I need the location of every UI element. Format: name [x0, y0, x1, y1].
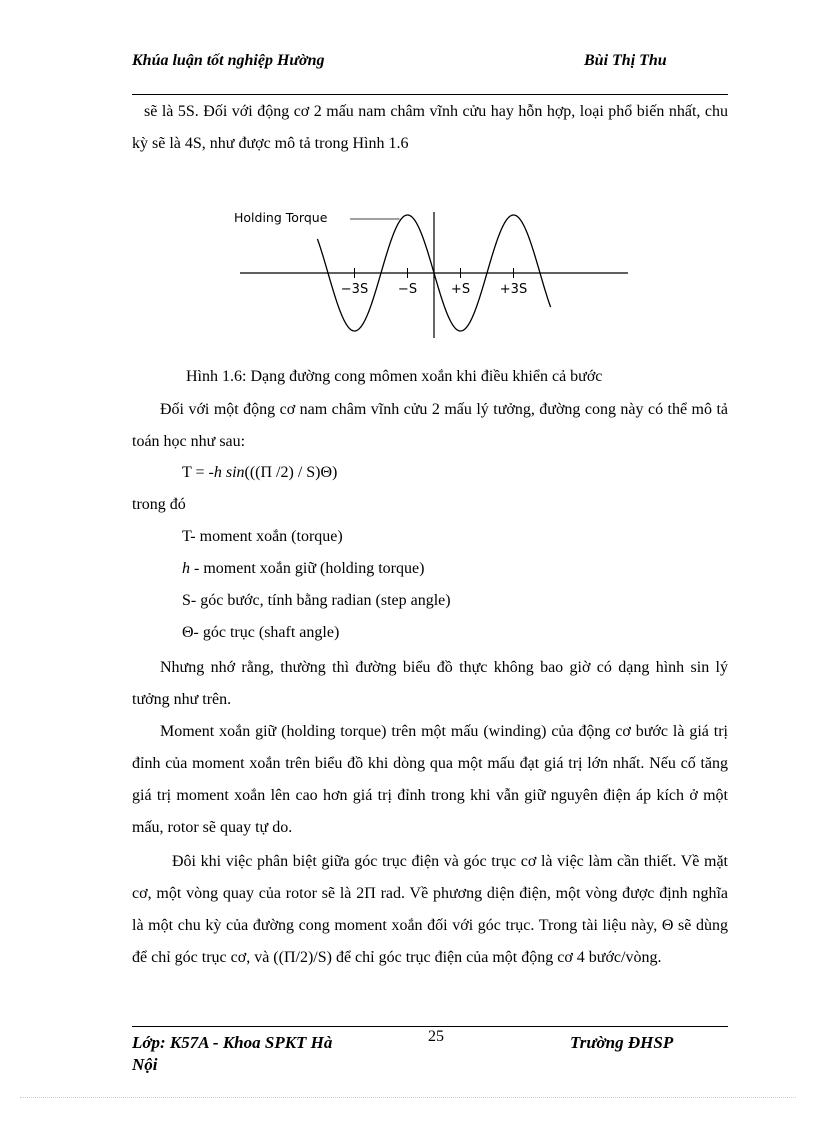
x-tick-label: −S: [397, 282, 418, 297]
header-left: Khúa luận tốt nghiệp Hường: [132, 52, 325, 69]
footer-right: Trường ĐHSP: [570, 1033, 674, 1052]
definition-t: T- moment xoắn (torque): [182, 528, 343, 545]
formula: [182, 464, 337, 482]
x-tick-label: +S: [450, 282, 471, 297]
footer-rule: [132, 1026, 728, 1027]
formula-sin: sin: [221, 464, 245, 481]
torque-figure: [226, 200, 636, 340]
definition-h-symbol: h: [182, 560, 190, 577]
where-label: trong đó: [132, 496, 186, 513]
footer-left: Lớp: K57A - Khoa SPKT Hà Nội: [132, 1033, 333, 1074]
paragraph-4: Đôi khi việc phân biệt giữa góc trục điện và góc trục cơ là việc làm cần thiết. Về mặt cơ, một vòng quay của rotor sẽ là 2Π rad. Về phương diện điện, một vòng được định nghĩa là một chu kỳ của đường cong moment xoắn đối với góc trục. Trong tài liệu này, Θ sẽ dùng để chỉ góc trục cơ, và ((Π/2)/S) để chỉ góc trục điện của một động cơ 4 bước/vòng.: [132, 853, 728, 966]
formula-prefix: T = -: [182, 464, 214, 481]
page-number: 25: [428, 1028, 444, 1045]
definition-s: S- góc bước, tính bằng radian (step angle): [182, 592, 451, 609]
header-rule: [132, 94, 728, 95]
formula-rest: (((Π /2) / S)Θ): [244, 464, 338, 481]
figure-caption: Hình 1.6: Dạng đường cong mômen xoắn khi điều khiển cả bước: [186, 368, 603, 385]
intro-paragraph: sẽ là 5S. Đối với động cơ 2 mấu nam châm vĩnh cửu hay hỗn hợp, loại phổ biến nhất, chu kỳ sẽ là 4S, như được mô tả trong Hình 1.6: [132, 103, 728, 152]
formula-h: h: [213, 464, 222, 481]
x-tick-label: −3S: [340, 282, 369, 297]
x-tick-label: +3S: [499, 282, 528, 297]
definition-h-text: - moment xoắn giữ (holding torque): [190, 560, 425, 577]
header-right: Bùi Thị Thu: [584, 52, 667, 69]
holding-torque-label: Holding Torque: [234, 210, 328, 225]
definition-h: [182, 560, 424, 578]
paragraph-1: Đối với một động cơ nam châm vĩnh cửu 2 mấu lý tưởng, đường cong này có thể mô tả toán học như sau:: [132, 401, 728, 450]
paragraph-2: Nhưng nhớ rằng, thường thì đường biểu đồ thực không bao giờ có dạng hình sin lý tưởng như trên.: [132, 659, 728, 708]
torque-chart: [226, 200, 636, 340]
definition-theta: Θ- góc trục (shaft angle): [182, 624, 340, 641]
page-bottom-border: [20, 1097, 796, 1098]
paragraph-3: Moment xoắn giữ (holding torque) trên một mấu (winding) của động cơ bước là giá trị đỉnh của moment xoắn trên biểu đồ khi dòng qua một mấu đạt giá trị lớn nhất. Nếu cố tăng giá trị moment xoắn lên cao hơn giá trị đỉnh trong khi vẫn giữ nguyên điện áp kích ở một mấu, rotor sẽ quay tự do.: [132, 723, 728, 836]
